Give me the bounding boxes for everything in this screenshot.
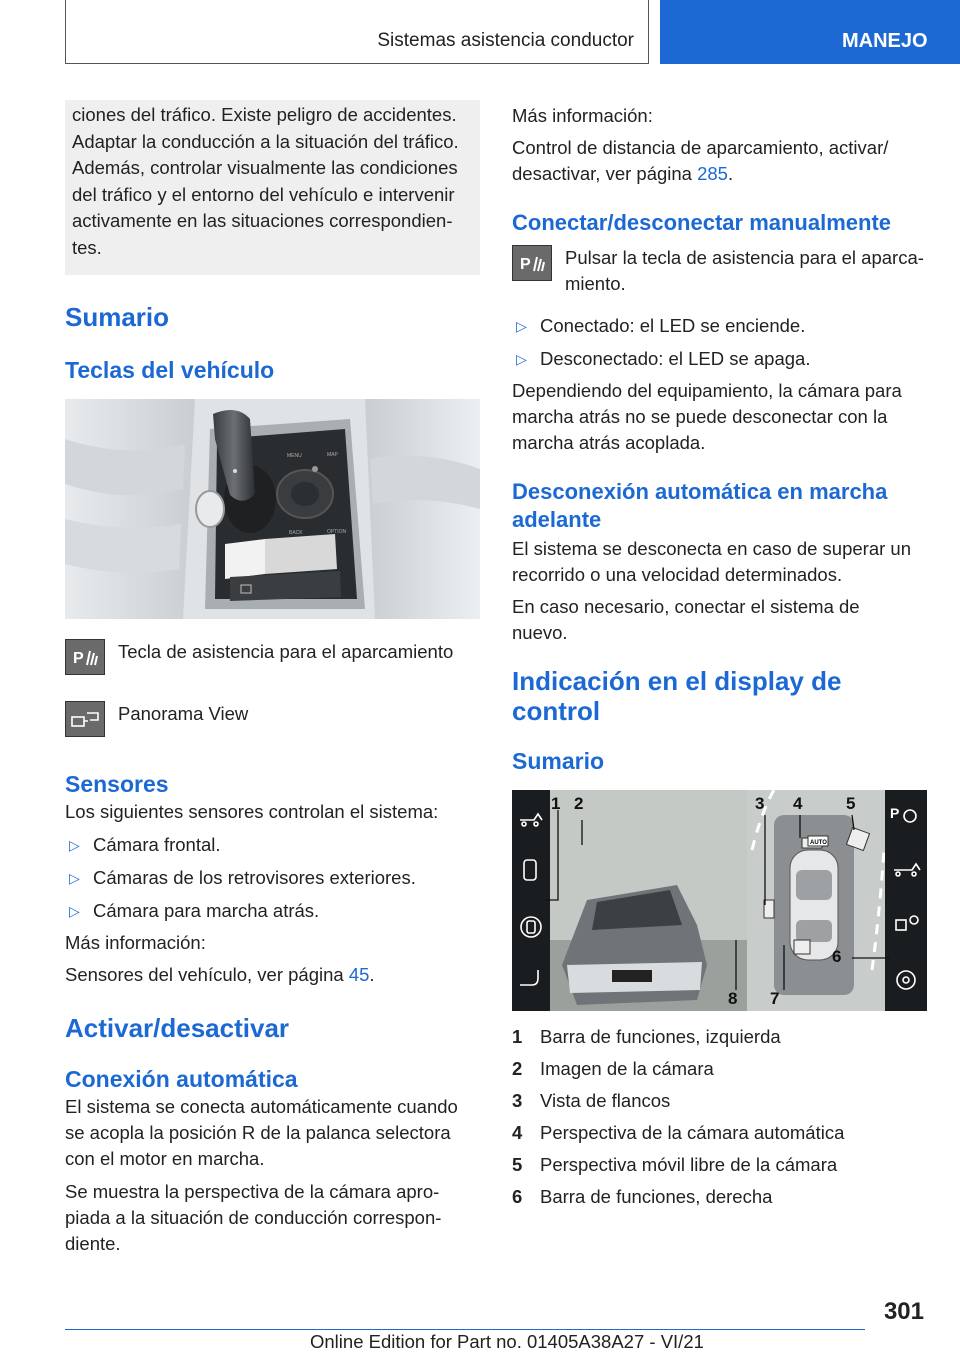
photo-label-menu: MENU [287,453,302,459]
legend-list [512,1021,927,1213]
callout-6: 6 [832,947,842,966]
photo-label-map: MAP [327,452,338,458]
photo-label-option: OPTION [327,529,347,535]
legend-item: 3 Vista de flancos [512,1090,671,1111]
warning-line: Adaptar la conducción a la situación del tráfico. [72,130,459,152]
sensores-reference: Sensores del vehículo, ver página 45. [65,964,375,985]
manual-key-text: Pulsar la tecla de asistencia para el aparca- miento. [565,247,924,294]
bullet-triangle-icon: ▷ [69,870,80,886]
control-display-drawing [512,790,927,1011]
callout-1: 1 [551,794,561,813]
footer-divider [65,1329,865,1330]
more-info-label: Más información: [65,932,206,953]
heading-activar: Activar/desactivar [65,1013,290,1043]
desconexion-line: En caso necesario, conectar el sistema de [512,596,860,617]
warning-line: ciones del tráfico. Existe peligro de accidentes. [72,104,457,125]
conexion-line: se acopla la posición R de la palanca selectora [65,1122,451,1143]
photo-label-back: BACK [289,530,303,536]
list-item: ▷ Desconectado: el LED se apaga. [512,346,927,372]
manual-paragraph-line: marcha atrás no se puede desconectar con la [512,406,888,427]
svg-text:P: P [890,805,900,821]
parking-assistant-key-icon [512,245,552,281]
conexion-line: piada a la situación de conducción correspon- [65,1207,442,1228]
control-reference-line: desactivar, ver página 285. [512,163,734,184]
callout-7: 7 [770,989,780,1008]
warning-line: Además, controlar visualmente las condiciones [72,157,458,178]
warning-line: del tráfico y el entorno del vehículo e intervenir [72,183,455,205]
heading-sumario: Sumario [65,302,170,332]
bullet-triangle-icon: ▷ [69,903,80,919]
panorama-view-key-icon [65,701,105,737]
bullet-triangle-icon: ▷ [516,351,527,367]
footer-edition: Online Edition for Part no. 01405A38A27 - VI/21 [310,1331,704,1352]
legend-item: 6 Barra de funciones, derecha [512,1186,773,1207]
callout-4: 4 [793,794,803,813]
bullet-triangle-icon: ▷ [516,318,527,334]
heading-indicacion: Indicación en el display de control [512,666,842,726]
key-label-parking-assistant: Tecla de asistencia para el aparcamiento [118,641,454,662]
callout-8: 8 [728,989,738,1008]
console-photo-drawing [65,399,480,619]
desconexion-line: recorrido o una velocidad determinados. [512,564,843,585]
desconexion-line: El sistema se desconecta en caso de superar un [512,538,912,559]
svg-text:P: P [520,256,531,273]
legend-item: 4 Perspectiva de la cámara automática [512,1122,845,1143]
heading-manual: Conectar/desconectar manualmente [512,210,892,235]
conexion-line: con el motor en marcha. [65,1148,265,1169]
heading-desconexion: Desconexión automática en marcha adelante [512,479,888,532]
auto-badge: AUTO [810,840,827,846]
more-info-label: Más información: [512,105,653,126]
desconexion-line: nuevo. [512,622,568,643]
manual-paragraph-line: marcha atrás acoplada. [512,432,706,453]
right-column [512,100,927,1213]
key-row-panorama [65,701,480,737]
list-item: ▷ Cámara para marcha atrás. [65,898,480,924]
key-label-panorama: Panorama View [118,703,249,724]
callout-5: 5 [846,794,856,813]
header-section-title: Sistemas asistencia conductor [377,30,634,51]
warning-line: activamente en las situaciones correspondien- [72,210,453,231]
key-row-manual [512,245,927,297]
heading-teclas: Teclas del vehículo [65,357,275,383]
conexion-line: El sistema se conecta automáticamente cuando [65,1096,458,1117]
list-item: ▷ Conectado: el LED se enciende. [512,313,927,339]
callout-2: 2 [574,794,584,813]
manual-list [512,313,927,372]
list-item: ▷ Cámara frontal. [65,832,480,858]
heading-conexion: Conexión automática [65,1066,298,1092]
manual-paragraph-line: Dependiendo del equipamiento, la cámara para [512,380,902,401]
bullet-triangle-icon: ▷ [69,837,80,853]
page-number: 301 [883,1298,924,1325]
legend-item: 1 Barra de funciones, izquierda [512,1026,781,1047]
left-column [65,100,480,1257]
header-section-box [65,0,649,64]
parking-assistant-key-icon [65,639,105,675]
console-photo [65,399,480,619]
key-row-parking-assistant [65,639,480,675]
warning-line: tes. [72,236,102,258]
header-chapter-title: MANEJO [842,30,928,52]
sensores-list [65,832,480,924]
heading-sensores: Sensores [65,771,169,797]
callout-3: 3 [755,794,765,813]
header-chapter-tab[interactable] [660,0,960,64]
page-link-285[interactable]: 285 [697,163,728,184]
control-display-image [512,790,927,1011]
conexion-line: Se muestra la perspectiva de la cámara apro- [65,1181,440,1202]
control-reference-line: Control de distancia de aparcamiento, activar/ [512,137,889,158]
legend-item: 2 Imagen de la cámara [512,1058,714,1079]
warning-box [65,100,480,275]
page-link-45[interactable]: 45 [348,964,370,985]
conexion-line: diente. [65,1233,121,1254]
heading-sumario-display: Sumario [512,748,605,774]
sensores-intro: Los siguientes sensores controlan el sistema: [65,801,439,822]
list-item: ▷ Cámaras de los retrovisores exteriores. [65,865,480,891]
legend-item: 5 Perspectiva móvil libre de la cámara [512,1154,838,1175]
svg-text:P: P [73,650,84,667]
